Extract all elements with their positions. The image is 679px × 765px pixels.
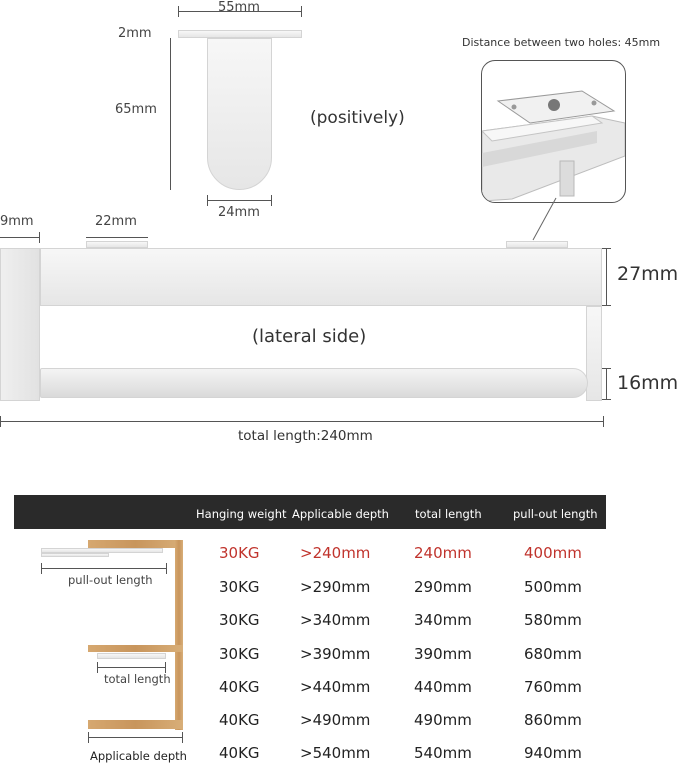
total-length-dimension-line <box>0 421 604 422</box>
table-cell: 240mm <box>414 544 472 562</box>
table-cell: 680mm <box>524 645 582 663</box>
side-view-caption: (lateral side) <box>252 326 367 347</box>
header-total-length: total length <box>415 507 482 521</box>
table-cell: 30KG <box>219 544 260 562</box>
mount-plate-top <box>178 30 302 38</box>
header-hanging-weight: Hanging weight <box>196 507 287 521</box>
table-cell: 500mm <box>524 578 582 596</box>
table-cell: >540mm <box>300 744 371 762</box>
right-mount-plate <box>506 241 568 248</box>
retracted-rail <box>97 653 166 659</box>
depth-dimension-line <box>88 737 183 738</box>
table-cell: 440mm <box>414 678 472 696</box>
table-cell: 490mm <box>414 711 472 729</box>
hole-distance-label: Distance between two holes: 45mm <box>462 36 661 49</box>
right-post <box>586 306 602 401</box>
rail-closeup-image <box>482 61 625 202</box>
inset-pointer-line <box>530 196 560 244</box>
header-applicable-depth: Applicable depth <box>292 507 389 521</box>
bottom-rail-bar <box>40 368 588 398</box>
table-cell: 40KG <box>219 678 260 696</box>
table-cell: 30KG <box>219 645 260 663</box>
left-mount-plate <box>86 241 148 248</box>
total-dimension-line <box>97 667 166 668</box>
mount-tongue <box>207 38 272 190</box>
plate-label: 22mm <box>95 214 137 229</box>
top-view-caption: (positively) <box>310 108 405 128</box>
cabinet-top-board <box>88 540 183 548</box>
illustration-total-length-label: total length <box>104 672 171 686</box>
top-bar-height-label: 27mm <box>617 263 679 285</box>
end-cap <box>0 248 40 401</box>
cabinet-middle-board <box>88 645 183 652</box>
table-cell: 390mm <box>414 645 472 663</box>
total-length-label: total length:240mm <box>238 428 373 444</box>
applicable-depth-label: Applicable depth <box>90 749 187 763</box>
table-cell: 860mm <box>524 711 582 729</box>
table-cell: 290mm <box>414 578 472 596</box>
table-cell: 340mm <box>414 611 472 629</box>
height-label: 65mm <box>115 102 157 117</box>
table-cell: 540mm <box>414 744 472 762</box>
header-pullout-length: pull-out length <box>513 507 598 521</box>
pullout-dimension-line <box>41 568 167 569</box>
bottom-width-dimension-line <box>207 200 272 201</box>
bottom-bar-height-label: 16mm <box>617 372 679 394</box>
table-cell: >440mm <box>300 678 371 696</box>
top-rail-bar <box>40 248 602 306</box>
width-label: 55mm <box>218 0 260 15</box>
table-cell: 760mm <box>524 678 582 696</box>
table-cell: 940mm <box>524 744 582 762</box>
inset-frame <box>481 60 626 203</box>
table-cell: 580mm <box>524 611 582 629</box>
table-cell: >390mm <box>300 645 371 663</box>
table-cell: >340mm <box>300 611 371 629</box>
pullout-length-label: pull-out length <box>68 573 153 587</box>
height-dimension-line <box>170 38 171 190</box>
table-cell: 30KG <box>219 611 260 629</box>
end-cap-label: 9mm <box>0 214 34 229</box>
cabinet-bottom-board <box>88 720 183 729</box>
table-cell: 30KG <box>219 578 260 596</box>
bottom-width-label: 24mm <box>218 205 260 220</box>
table-cell: >490mm <box>300 711 371 729</box>
table-cell: 40KG <box>219 711 260 729</box>
cabinet-back-board <box>175 540 183 730</box>
table-cell: >240mm <box>300 544 371 562</box>
table-cell: >290mm <box>300 578 371 596</box>
thickness-label: 2mm <box>118 26 152 41</box>
table-cell: 40KG <box>219 744 260 762</box>
table-cell: 400mm <box>524 544 582 562</box>
